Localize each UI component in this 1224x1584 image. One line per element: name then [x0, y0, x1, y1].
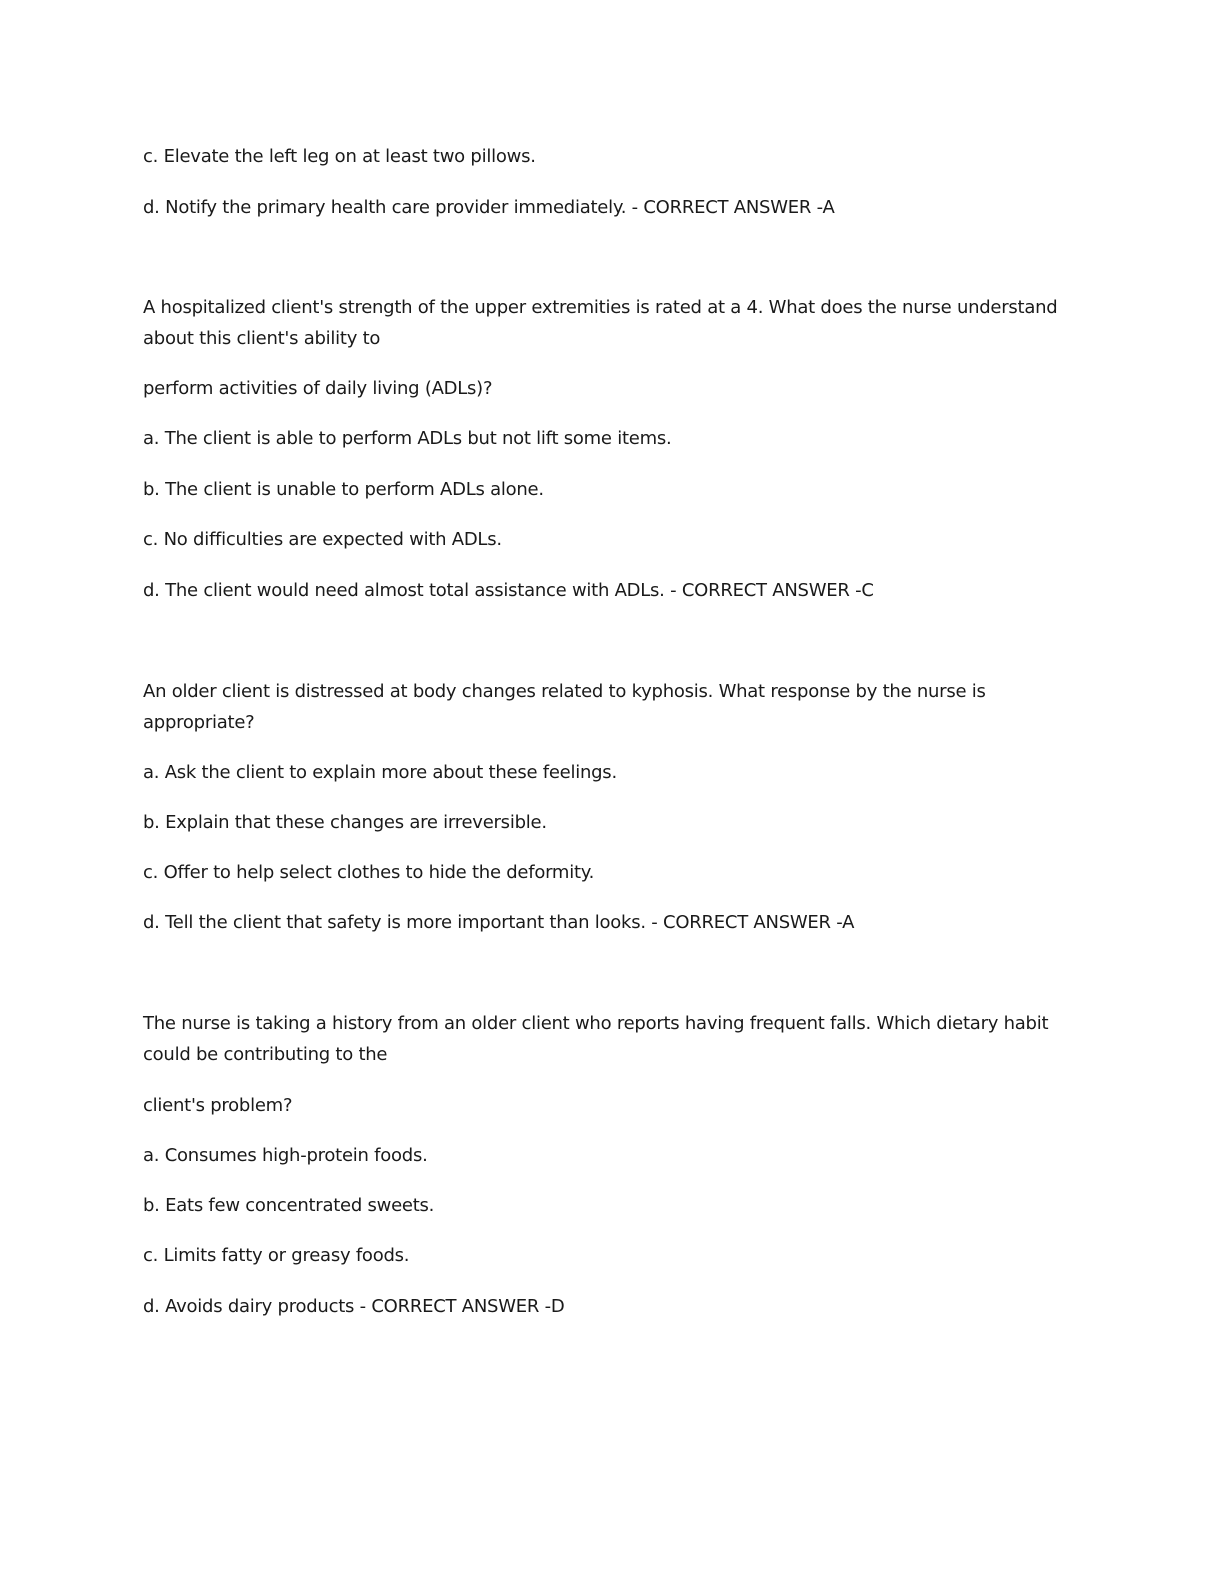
question-1-option-b: b. The client is unable to perform ADLs alone. [143, 479, 544, 500]
question-3-option-b: b. Eats few concentrated sweets. [143, 1195, 435, 1216]
question-3-option-c: c. Limits fatty or greasy foods. [143, 1245, 410, 1266]
carryover-option-c: c. Elevate the left leg on at least two pillows. [143, 146, 536, 167]
question-2-option-d: d. Tell the client that safety is more important than looks. - CORRECT ANSWER -A [143, 912, 855, 933]
question-1-stem-continued: perform activities of daily living (ADLs)? [143, 378, 493, 399]
question-2-stem: An older client is distressed at body changes related to kyphosis. What response by the nurse is appropriate? [143, 681, 986, 733]
question-3-option-d: d. Avoids dairy products - CORRECT ANSWER -D [143, 1296, 565, 1317]
question-3-option-a: a. Consumes high-protein foods. [143, 1145, 428, 1166]
question-1-stem: A hospitalized client's strength of the upper extremities is rated at a 4. What does the nurse understand about this client's ability to [143, 297, 1058, 349]
question-2-option-b: b. Explain that these changes are irreversible. [143, 812, 547, 833]
question-1-option-c: c. No difficulties are expected with ADLs. [143, 529, 502, 550]
question-3-stem-continued: client's problem? [143, 1095, 293, 1116]
question-2-option-c: c. Offer to help select clothes to hide the deformity. [143, 862, 595, 883]
carryover-option-d: d. Notify the primary health care provider immediately. - CORRECT ANSWER -A [143, 197, 835, 218]
question-3-stem: The nurse is taking a history from an older client who reports having frequent falls. Which dietary habit could be contributing to the [143, 1013, 1049, 1065]
question-2-option-a: a. Ask the client to explain more about these feelings. [143, 762, 617, 783]
question-1-option-a: a. The client is able to perform ADLs but not lift some items. [143, 428, 672, 449]
question-1-option-d: d. The client would need almost total assistance with ADLs. - CORRECT ANSWER -C [143, 580, 874, 601]
